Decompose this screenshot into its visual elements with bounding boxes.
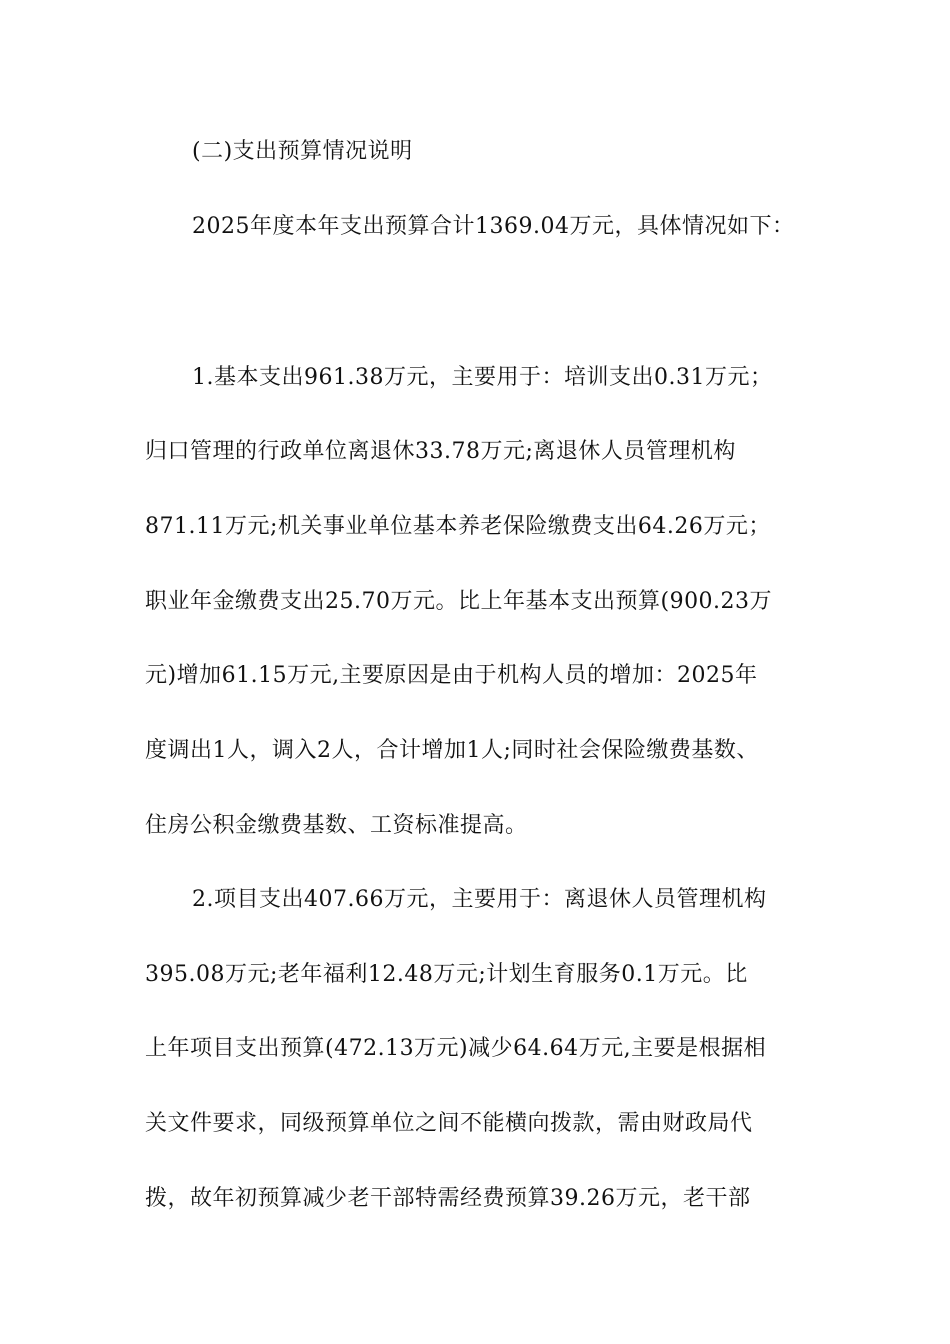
paragraph-1-line: 度调出1人，调入2人，合计增加1人;同时社会保险缴费基数、 [145,738,759,763]
paragraph-2-line: 关文件要求，同级预算单位之间不能横向拨款，需由财政局代 [145,1111,753,1136]
paragraph-1-line: 职业年金缴费支出25.70万元。比上年基本支出预算(900.23万 [145,589,773,614]
paragraph-2-line: 上年项目支出预算(472.13万元)减少64.64万元,主要是根据相 [145,1036,767,1061]
paragraph-1-line: 住房公积金缴费基数、工资标准提高。 [145,813,528,838]
paragraph-2-line: 395.08万元;老年福利12.48万元;计划生育服务0.1万元。比 [145,962,748,987]
paragraph-1-line: 871.11万元;机关事业单位基本养老保险缴费支出64.26万元； [145,514,771,539]
section-heading: (二)支出预算情况说明 [192,139,413,164]
summary-paragraph: 2025年度本年支出预算合计1369.04万元，具体情况如下： [192,214,795,239]
paragraph-1-line: 元)增加61.15万元,主要原因是由于机构人员的增加：2025年 [145,663,758,688]
paragraph-2-line: 2.项目支出407.66万元，主要用于：离退休人员管理机构 [192,887,767,912]
paragraph-1-line: 1.基本支出961.38万元，主要用于：培训支出0.31万元； [192,365,773,390]
paragraph-2-line: 拨，故年初预算减少老干部特需经费预算39.26万元，老干部 [145,1186,751,1211]
paragraph-1-line: 归口管理的行政单位离退休33.78万元;离退休人员管理机构 [145,439,736,464]
